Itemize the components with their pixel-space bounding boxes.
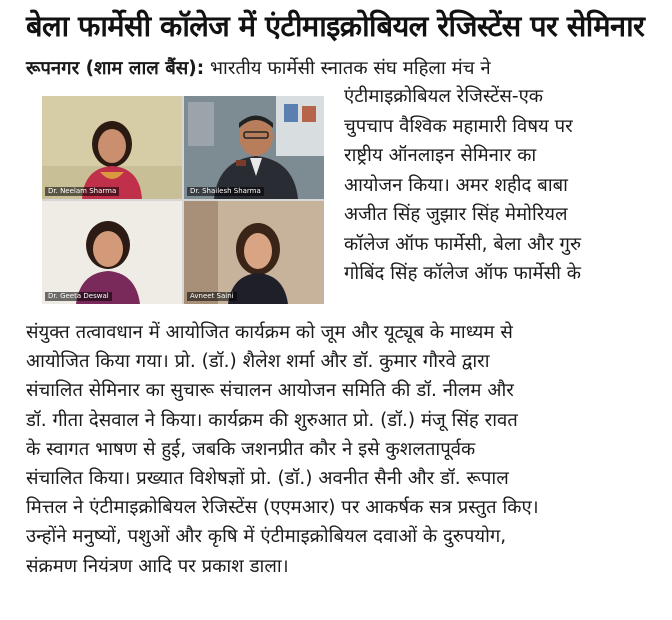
participant-portrait-2	[184, 96, 324, 199]
participant-name-3: Dr. Geeta Deswal	[45, 292, 112, 301]
article-line: राष्ट्रीय ऑनलाइन सेमिनार का	[344, 145, 537, 166]
lead-line	[26, 56, 656, 82]
participant-tile-2	[184, 96, 324, 199]
article-body	[26, 318, 656, 581]
participant-portrait-3	[42, 201, 182, 304]
article-line: संचालित किया। प्रख्यात विशेषज्ञों प्रो. (डॉ.) अवनीत सैनी और डॉ. रूपाल	[26, 468, 509, 490]
article-line: अजीत सिंह जुझार सिंह मेमोरियल	[344, 204, 568, 225]
participant-portrait-4	[184, 201, 324, 304]
article-line: उन्होंने मनुष्यों, पशुओं और कृषि में एंटीमाइक्रोबियल दवाओं के दुरुपयोग,	[26, 526, 507, 548]
participant-portrait-1	[42, 96, 182, 199]
article-line: मित्तल ने एंटीमाइक्रोबियल रेजिस्टेंस (एएमआर) पर आकर्षक सत्र प्रस्तुत किए।	[26, 497, 539, 519]
article-line: संचालित सेमिनार का सुचारू संचालन आयोजन समिति की डॉ. नीलम और	[26, 380, 514, 402]
article-line: एंटीमाइक्रोबियल रेजिस्टेंस-एक	[344, 86, 544, 107]
article-line: संक्रमण नियंत्रण आदि पर प्रकाश डाला।	[26, 555, 289, 577]
article-line: डॉ. गीता देसवाल ने किया। कार्यक्रम की शुरुआत प्रो. (डॉ.) मंजू सिंह रावत	[26, 409, 518, 431]
lead-text: भारतीय फार्मेसी स्नातक संघ महिला मंच ने	[210, 58, 491, 79]
article-line: संयुक्त तत्वावधान में आयोजित कार्यक्रम को जूम और यूट्यूब के माध्यम से	[26, 322, 513, 343]
participant-name-1: Dr. Neelam Sharma	[45, 187, 119, 196]
participant-name-2: Dr. Shailesh Sharma	[187, 187, 264, 196]
article-line: गोबिंद सिंह कॉलेज ऑफ फार्मेसी के	[344, 263, 581, 284]
article-line: आयोजन किया। अमर शहीद बाबा	[344, 174, 568, 196]
participant-tile-3	[42, 201, 182, 304]
article-line: के स्वागत भाषण से हुई, जबकि जशनप्रीत कौर ने इसे कुशलतापूर्वक	[26, 438, 476, 460]
zoom-meeting-photo	[42, 96, 324, 304]
participant-name-4: Avneet Saini	[187, 292, 237, 301]
participant-tile-4	[184, 201, 324, 304]
article-side-column	[344, 82, 654, 289]
article-line: आयोजित किया गया। प्रो. (डॉ.) शैलेश शर्मा और डॉ. कुमार गौरवे द्वारा	[26, 351, 490, 373]
headline: बेला फार्मेसी कॉलेज में एंटीमाइक्रोबियल रेजिस्टेंस पर सेमिनार	[26, 9, 645, 43]
dateline: रूपनगर (शाम लाल बैंस):	[26, 58, 205, 79]
article-line: चुपचाप वैश्विक महामारी विषय पर	[344, 115, 573, 137]
participant-tile-1	[42, 96, 182, 199]
article-line: कॉलेज ऑफ फार्मेसी, बेला और गुरु	[344, 233, 582, 255]
